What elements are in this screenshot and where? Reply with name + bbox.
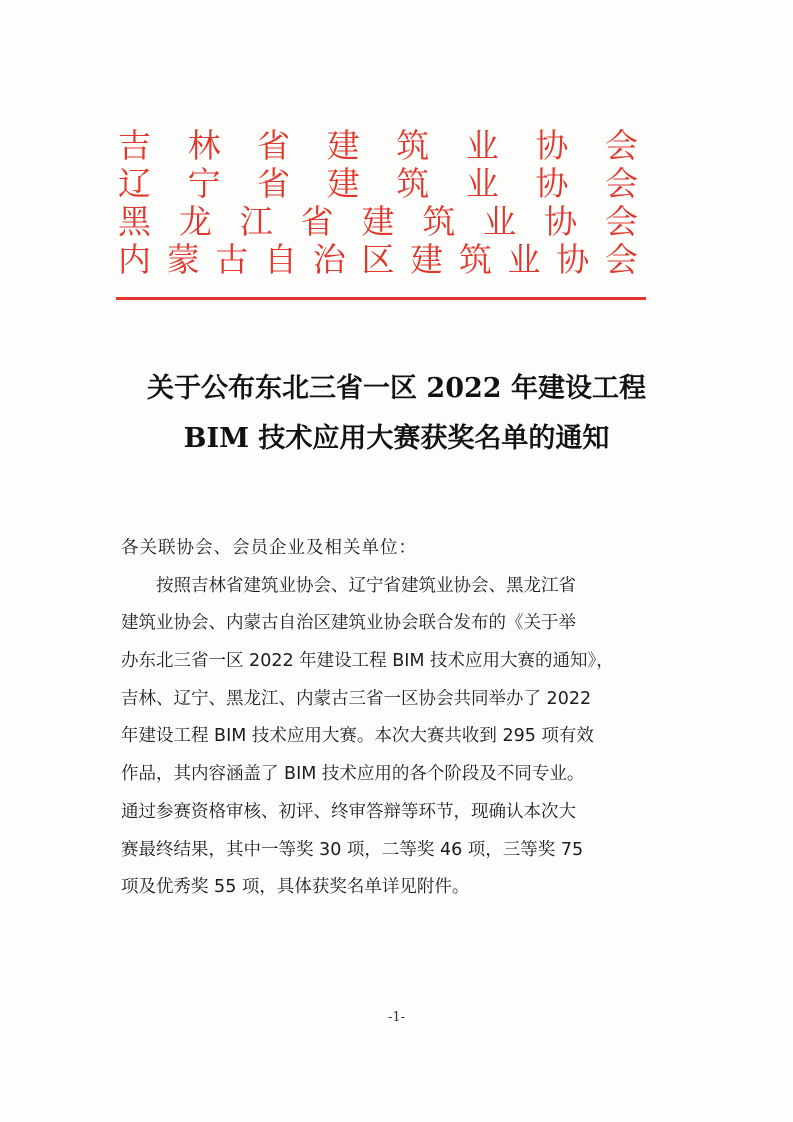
org-char: 协 (535, 164, 569, 203)
org-char: 吉 (118, 126, 151, 165)
org-char: 辽 (118, 164, 151, 203)
org-char: 筑 (396, 126, 430, 165)
org-char: 业 (465, 164, 499, 203)
org-char: 业 (507, 240, 541, 279)
org-char: 治 (312, 240, 346, 279)
body-line: 通过参赛资格审核、初评、终审答辩等环节，现确认本次大 (121, 802, 576, 822)
body-line: 作品，其内容涵盖了 BIM 技术应用的各个阶段及不同专业。 (121, 764, 585, 784)
org-char: 古 (215, 240, 249, 279)
body-line: 项及优秀奖 55 项，具体获奖名单详见附件。 (121, 877, 470, 897)
org-char: 省 (257, 164, 291, 203)
org-char: 业 (483, 202, 517, 241)
page-number: -1- (387, 1010, 406, 1025)
org-char: 协 (535, 126, 569, 165)
org-char: 黑 (118, 202, 151, 241)
notice-title-line-1: 关于公布东北三省一区 2022 年建设工程 (147, 373, 646, 404)
org-char: 省 (257, 126, 291, 165)
org-char: 会 (604, 126, 638, 165)
org-char: 林 (187, 126, 221, 165)
org-char: 会 (604, 164, 638, 203)
red-divider (116, 297, 646, 300)
org-char: 宁 (187, 164, 221, 203)
org-name-heilongjiang (118, 202, 638, 242)
body-line: 吉林、辽宁、黑龙江、内蒙古三省一区协会共同举办了 2022 (121, 689, 592, 709)
body-line: 办东北三省一区 2022 年建设工程 BIM 技术应用大赛的通知》， (121, 651, 614, 671)
org-name-neimenggu (118, 240, 638, 280)
org-char: 龙 (178, 202, 212, 241)
org-char: 会 (605, 202, 638, 241)
salutation: 各关联协会、会员企业及相关单位： (121, 538, 417, 558)
org-char: 建 (326, 164, 360, 203)
org-name-liaoning (118, 164, 638, 204)
org-char: 区 (361, 240, 395, 279)
body-line: 建筑业协会、内蒙古自治区建筑业协会联合发布的《关于举 (121, 613, 576, 633)
org-char: 协 (556, 240, 590, 279)
org-char: 业 (465, 126, 499, 165)
org-char: 省 (300, 202, 334, 241)
body-line: 按照吉林省建筑业协会、辽宁省建筑业协会、黑龙江省 (156, 576, 576, 596)
body-line: 年建设工程 BIM 技术应用大赛。本次大赛共收到 295 项有效 (121, 726, 594, 746)
org-char: 自 (264, 240, 298, 279)
org-char: 筑 (422, 202, 456, 241)
org-char: 建 (361, 202, 395, 241)
org-char: 建 (326, 126, 360, 165)
org-char: 协 (544, 202, 578, 241)
org-char: 筑 (396, 164, 430, 203)
org-char: 建 (410, 240, 444, 279)
org-char: 内 (118, 240, 151, 279)
org-name-jilin (118, 126, 638, 166)
notice-title-line-2: BIM 技术应用大赛获奖名单的通知 (183, 423, 610, 454)
org-char: 蒙 (166, 240, 200, 279)
org-char: 江 (239, 202, 273, 241)
org-char: 筑 (458, 240, 492, 279)
org-char: 会 (604, 240, 638, 279)
body-line: 赛最终结果，其中一等奖 30 项，二等奖 46 项，三等奖 75 (121, 840, 584, 860)
